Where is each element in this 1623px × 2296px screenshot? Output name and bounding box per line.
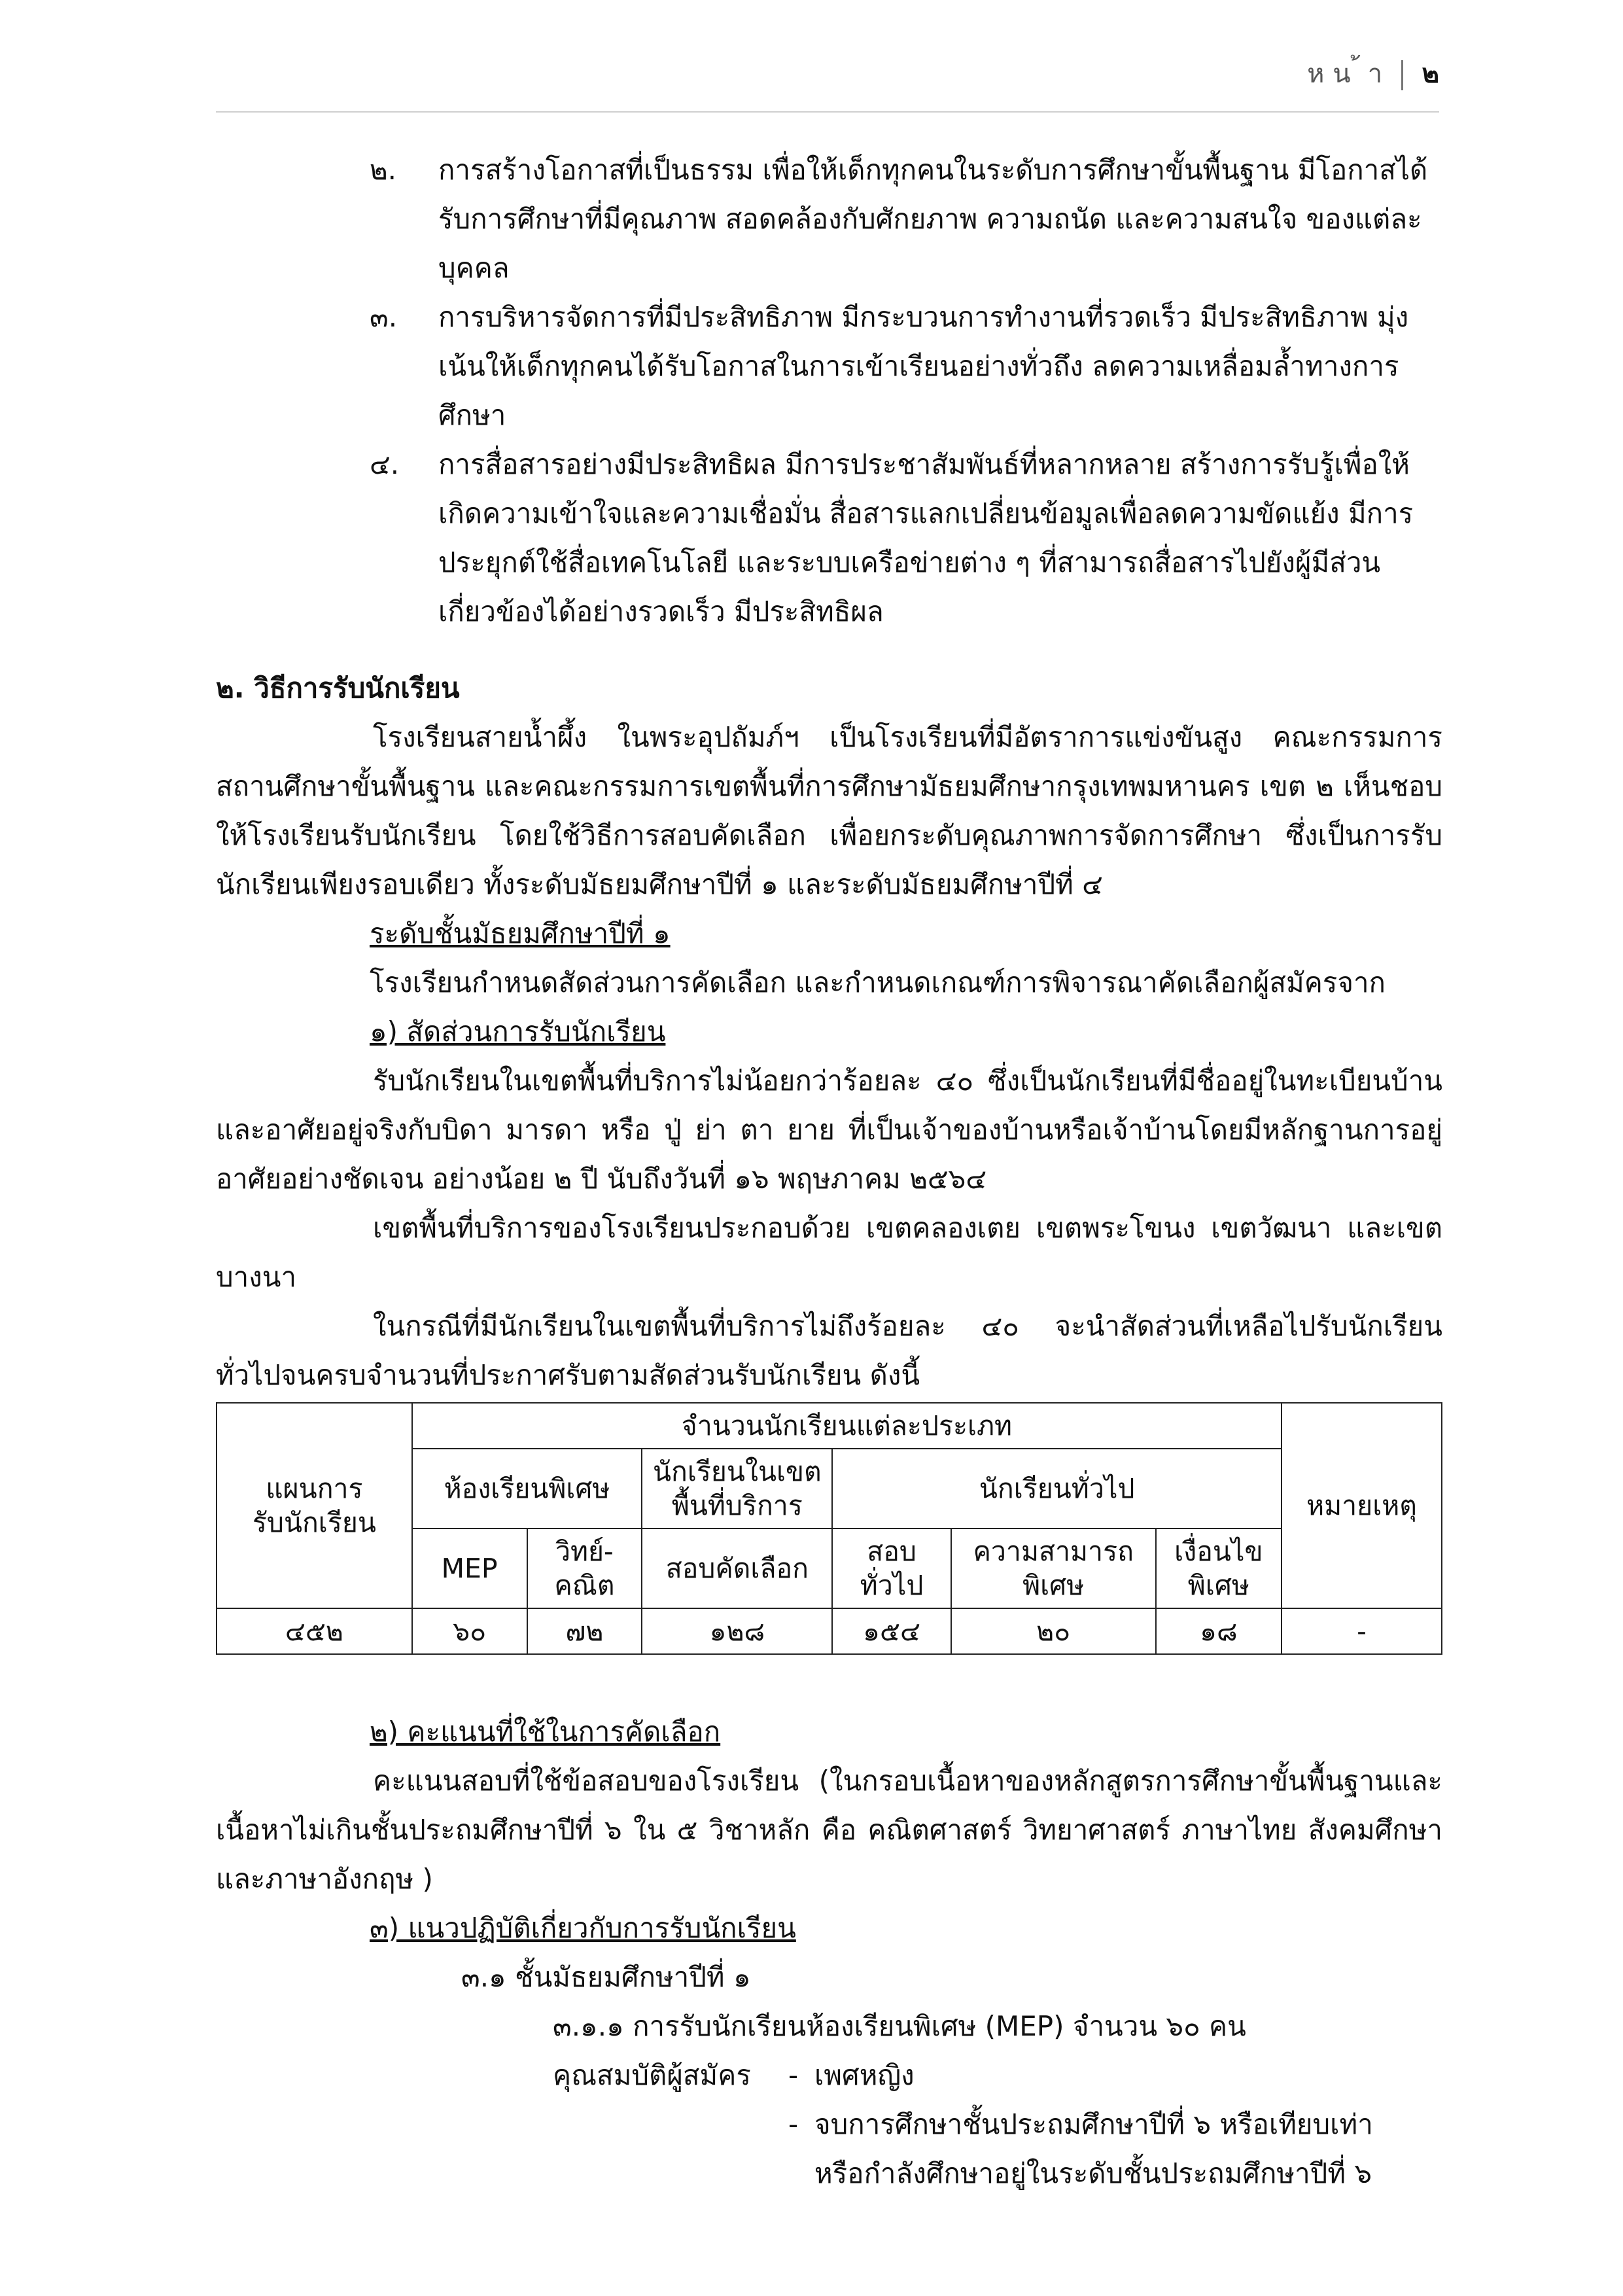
goal-item <box>216 145 1442 292</box>
goal-item <box>216 292 1442 440</box>
qualification-row <box>216 2051 1442 2100</box>
page-number: ๒ <box>1422 59 1439 89</box>
header-divider <box>1401 60 1403 90</box>
header-remarks: หมายเหตุ <box>1282 1403 1442 1608</box>
cell-mep: ๖๐ <box>412 1608 527 1654</box>
cell-sci-math: ๗๒ <box>527 1608 642 1654</box>
paragraph: รับนักเรียนในเขตพื้นที่บริการไม่น้อยกว่าร้อยละ ๔๐ ซึ่งเป็นนักเรียนที่มีชื่ออยู่ในทะเบียนบ้านและอาศัยอยู่จริงกับบิดา มารดา หรือ ปู่ ย่า ตา ยาย ที่เป็นเจ้าของบ้านหรือเจ้าบ้านโดยมีหลักฐานการอยู่อาศัยอย่างชัดเจน อย่างน้อย ๒ ปี นับถึงวันที่ ๑๖ พฤษภาคม ๒๕๖๔ <box>216 1065 1442 1195</box>
subheader-sci-math: วิทย์-คณิต <box>527 1528 642 1608</box>
paragraph: เขตพื้นที่บริการของโรงเรียนประกอบด้วย เขตคลองเตย เขตพระโขนง เขตวัฒนา และเขตบางนา <box>216 1212 1442 1293</box>
goal-item <box>216 440 1442 636</box>
paragraph: คะแนนสอบที่ใช้ข้อสอบของโรงเรียน (ในกรอบเนื้อหาของหลักสูตรการศึกษาขั้นพื้นฐานและเนื้อหาไม่เกินชั้นประถมศึกษาปีที่ ๖ ใน ๕ วิชาหลัก คือ คณิตศาสตร์ วิทยาศาสตร์ ภาษาไทย สังคมศึกษา และภาษาอังกฤษ ) <box>216 1765 1442 1895</box>
qualification-label: คุณสมบัติผู้สมัคร <box>553 2059 751 2091</box>
goal-marker: ๒. <box>370 154 397 186</box>
goal-text: การสื่อสารอย่างมีประสิทธิผล มีการประชาสัมพันธ์ที่หลากหลาย สร้างการรับรู้เพื่อให้เกิดความเข้าใจและความเชื่อมั่น สื่อสารแลกเปลี่ยนข้อมูลเพื่อลดความขัดแย้ง มีการประยุกต์ใช้สื่อเทคโนโลยี และระบบเครือข่ายต่าง ๆ ที่สามารถสื่อสารไปยังผู้มีส่วนเกี่ยวข้องได้อย่างรวดเร็ว มีประสิทธิผล <box>438 448 1414 627</box>
cell-special-ability: ๒๐ <box>951 1608 1156 1654</box>
goal-marker: ๓. <box>370 301 398 333</box>
header-group: จำนวนนักเรียนแต่ละประเภท <box>412 1403 1282 1449</box>
bullet-dash: - <box>788 2059 799 2091</box>
header-plan: แผนการ รับนักเรียน <box>217 1403 412 1608</box>
goal-text: การบริหารจัดการที่มีประสิทธิภาพ มีกระบวนการทำงานที่รวดเร็ว มีประสิทธิภาพ มุ่งเน้นให้เด็กทุกคนได้รับโอกาสในการเข้าเรียนอย่างทั่วถึง ลดความเหลื่อมล้ำทางการศึกษา <box>438 301 1409 431</box>
section-intro: โรงเรียนสายน้ำผึ้ง ในพระอุปถัมภ์ฯ เป็นโรงเรียนที่มีอัตราการแข่งขันสูง คณะกรรมการสถานศึกษาขั้นพื้นฐาน และคณะกรรมการเขตพื้นที่การศึกษามัธยมศึกษากรุงเทพมหานคร เขต ๒ เห็นชอบให้โรงเรียนรับนักเรียน โดยใช้วิธีการสอบคัดเลือก เพื่อยกระดับคุณภาพการจัดการศึกษา ซึ่งเป็นการรับนักเรียนเพียงรอบเดียว ทั้งระดับมัธยมศึกษาปีที่ ๑ และระดับมัธยมศึกษาปีที่ ๔ <box>216 721 1442 900</box>
page-label: ห น ้ า <box>1307 59 1383 89</box>
subheader-selection-exam: สอบคัดเลือก <box>642 1528 832 1608</box>
header-general-students: นักเรียนทั่วไป <box>832 1449 1282 1528</box>
cell-total: ๔๕๒ <box>217 1608 412 1654</box>
qualification-item: เพศหญิง <box>814 2059 915 2091</box>
cell-remarks: - <box>1282 1608 1442 1654</box>
page-header <box>216 52 1439 113</box>
subsection-title: ๓) แนวปฏิบัติเกี่ยวกับการรับนักเรียน <box>370 1912 796 1944</box>
table-row <box>217 1608 1442 1654</box>
subheader-special-ability: ความสามารถ พิเศษ <box>951 1528 1156 1608</box>
cell-selection-exam: ๑๒๘ <box>642 1608 832 1654</box>
level-description: โรงเรียนกำหนดสัดส่วนการคัดเลือก และกำหนดเกณฑ์การพิจารณาคัดเลือกผู้สมัครจาก <box>370 966 1386 998</box>
goal-text: การสร้างโอกาสที่เป็นธรรม เพื่อให้เด็กทุกคนในระดับการศึกษาขั้นพื้นฐาน มีโอกาสได้รับการศึกษาที่มีคุณภาพ สอดคล้องกับศักยภาพ ความถนัด และความสนใจ ของแต่ละบุคคล <box>438 154 1428 284</box>
subsection-title: ๒) คะแนนที่ใช้ในการคัดเลือก <box>370 1716 721 1748</box>
item-3-1-1: ๓.๑.๑ การรับนักเรียนห้องเรียนพิเศษ (MEP) จำนวน ๖๐ คน <box>553 2010 1246 2042</box>
subheader-special-condition: เงื่อนไข พิเศษ <box>1156 1528 1282 1608</box>
document-body <box>216 145 1442 2198</box>
subsection-title: ๑) สัดส่วนการรับนักเรียน <box>370 1016 666 1048</box>
subheader-mep: MEP <box>412 1528 527 1608</box>
qualification-item: จบการศึกษาชั้นประถมศึกษาปีที่ ๖ หรือเทียบเท่า <box>814 2108 1373 2140</box>
admission-table <box>216 1402 1442 1655</box>
header-area-students: นักเรียนในเขต พื้นที่บริการ <box>642 1449 832 1528</box>
qualification-item-continued: หรือกำลังศึกษาอยู่ในระดับชั้นประถมศึกษาปีที่ ๖ <box>814 2157 1372 2189</box>
header-special-rooms: ห้องเรียนพิเศษ <box>412 1449 642 1528</box>
bullet-dash: - <box>788 2108 799 2140</box>
qualification-row <box>216 2100 1442 2149</box>
spacer <box>216 1655 1442 1707</box>
level-title: ระดับชั้นมัธยมศึกษาปีที่ ๑ <box>370 917 671 949</box>
section-heading: ๒. วิธีการรับนักเรียน <box>216 672 460 704</box>
subheader-general-exam: สอบ ทั่วไป <box>832 1528 951 1608</box>
cell-special-condition: ๑๘ <box>1156 1608 1282 1654</box>
item-3-1: ๓.๑ ชั้นมัธยมศึกษาปีที่ ๑ <box>461 1961 751 1993</box>
cell-general-exam: ๑๕๔ <box>832 1608 951 1654</box>
paragraph: ในกรณีที่มีนักเรียนในเขตพื้นที่บริการไม่ถึงร้อยละ ๔๐ จะนำสัดส่วนที่เหลือไปรับนักเรียนทั่วไปจนครบจำนวนที่ประกาศรับตามสัดส่วนรับนักเรียน ดังนี้ <box>216 1310 1442 1391</box>
goal-marker: ๔. <box>370 448 400 480</box>
